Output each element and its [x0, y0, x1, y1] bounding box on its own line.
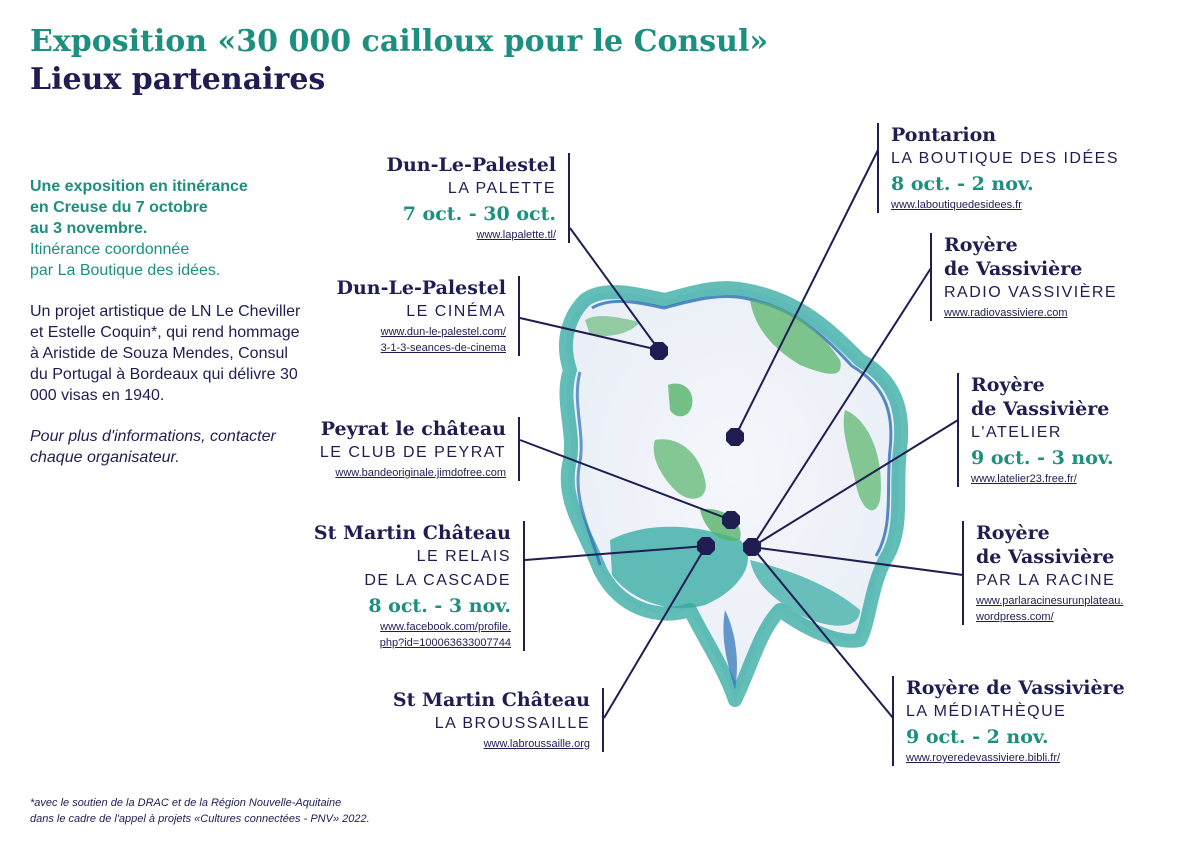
marker-dun-le-palestel [650, 342, 668, 360]
venue-town: Peyrat le château [320, 418, 506, 440]
venue-dates: 9 oct. - 3 nov. [971, 447, 1114, 469]
venue-town: Dun-Le-Palestel [336, 277, 506, 299]
venue-link[interactable]: www.radiovassiviere.com [944, 307, 1068, 319]
venue-town: Royère [944, 234, 1018, 256]
venue-place: L'ATELIER [971, 424, 1062, 441]
venue-dates: 9 oct. - 2 nov. [906, 726, 1049, 748]
venue-town: Royère de Vassivière [906, 677, 1125, 699]
venue-le-cinema [337, 276, 521, 356]
project-description: Un projet artistique de LN Le Cheviller et Estelle Coquin*, qui rend hommage à Aristide de Souza Mendes, Consul du Portugal à Bordeaux qui délivre 30 000 visas en 1940. [30, 303, 301, 404]
venue-dates: 8 oct. - 3 nov. [368, 595, 511, 617]
venue-place: LA BOUTIQUE DES IDÉES [891, 150, 1119, 167]
venue-le-relais [314, 521, 525, 651]
venue-place-cont: DE LA CASCADE [364, 572, 511, 589]
footnote-line-2: dans le cadre de l'appel à projets «Cultures connectées - PNV» 2022. [30, 813, 370, 825]
venue-town-cont: de Vassivière [944, 258, 1083, 280]
venue-dates: 8 oct. - 2 nov. [891, 173, 1034, 195]
intro-line-5: par La Boutique des idées. [30, 262, 221, 279]
intro-line-4: Itinérance coordonnée [30, 241, 190, 258]
intro-line-1: Une exposition en itinérance [30, 178, 248, 195]
venue-link[interactable]: www.royeredevassiviere.bibli.fr/ [906, 752, 1061, 764]
venue-link[interactable]: www.lapalette.tl/ [476, 229, 556, 241]
contact-note: Pour plus d'informations, contacter chaque organisateur. [30, 428, 276, 466]
intro-text [30, 176, 310, 488]
page-title: Exposition «30 000 cailloux pour le Consul» [30, 24, 769, 59]
page-subtitle: Lieux partenaires [30, 62, 326, 97]
marker-st-martin [697, 537, 715, 555]
venue-par-la-racine [962, 521, 1123, 625]
venue-link[interactable]: www.facebook.com/profile. [380, 621, 511, 633]
venue-town-cont: de Vassivière [971, 398, 1110, 420]
venue-town: Royère [971, 374, 1045, 396]
venue-boutique-des-idees [877, 123, 1119, 213]
venue-town: St Martin Château [392, 689, 590, 711]
venue-town: Dun-Le-Palestel [386, 154, 556, 176]
marker-peyrat [722, 511, 740, 529]
venue-link[interactable]: www.parlaracinesurunplateau. [976, 595, 1124, 607]
venue-place: LE CINÉMA [406, 303, 506, 320]
venue-place: LA PALETTE [447, 180, 556, 197]
venue-town: Pontarion [891, 124, 997, 146]
venue-link[interactable]: www.labroussaille.org [483, 738, 590, 750]
venue-link[interactable]: www.latelier23.free.fr/ [971, 473, 1077, 485]
venue-place: PAR LA RACINE [976, 572, 1116, 589]
footnote [30, 795, 370, 827]
marker-royere [743, 538, 761, 556]
venue-place: LE CLUB DE PEYRAT [319, 444, 506, 461]
venue-radio-vassiviere [930, 233, 1117, 321]
marker-pontarion [726, 428, 744, 446]
venue-place: RADIO VASSIVIÈRE [944, 284, 1118, 301]
venue-link[interactable]: www.bandeoriginale.jimdofree.com [335, 467, 506, 479]
venue-la-palette [387, 153, 571, 243]
venue-town: Royère [976, 522, 1050, 544]
venue-la-mediatheque [892, 676, 1125, 766]
venue-place: LE RELAIS [416, 548, 511, 565]
venue-link[interactable]: www.laboutiquedesidees.fr [891, 199, 1022, 211]
venue-place: LA BROUSSAILLE [434, 715, 590, 732]
venue-link[interactable]: www.dun-le-palestel.com/ [380, 326, 506, 338]
venue-latelier [957, 373, 1114, 487]
intro-line-3: au 3 novembre. [30, 220, 148, 237]
venue-la-broussaille [393, 688, 604, 752]
venue-link-cont[interactable]: wordpress.com/ [976, 611, 1054, 623]
venue-town-cont: de Vassivière [976, 546, 1115, 568]
venue-town: St Martin Château [313, 522, 511, 544]
venue-link-cont[interactable]: php?id=100063633007744 [379, 637, 511, 649]
footnote-line-1: *avec le soutien de la DRAC et de la Région Nouvelle-Aquitaine [30, 797, 342, 809]
intro-line-2: en Creuse du 7 octobre [30, 199, 208, 216]
venue-club-de-peyrat [320, 417, 520, 481]
venue-place: LA MÉDIATHÈQUE [906, 703, 1067, 720]
venue-link-cont[interactable]: 3-1-3-seances-de-cinema [380, 342, 506, 354]
venue-dates: 7 oct. - 30 oct. [402, 203, 556, 225]
